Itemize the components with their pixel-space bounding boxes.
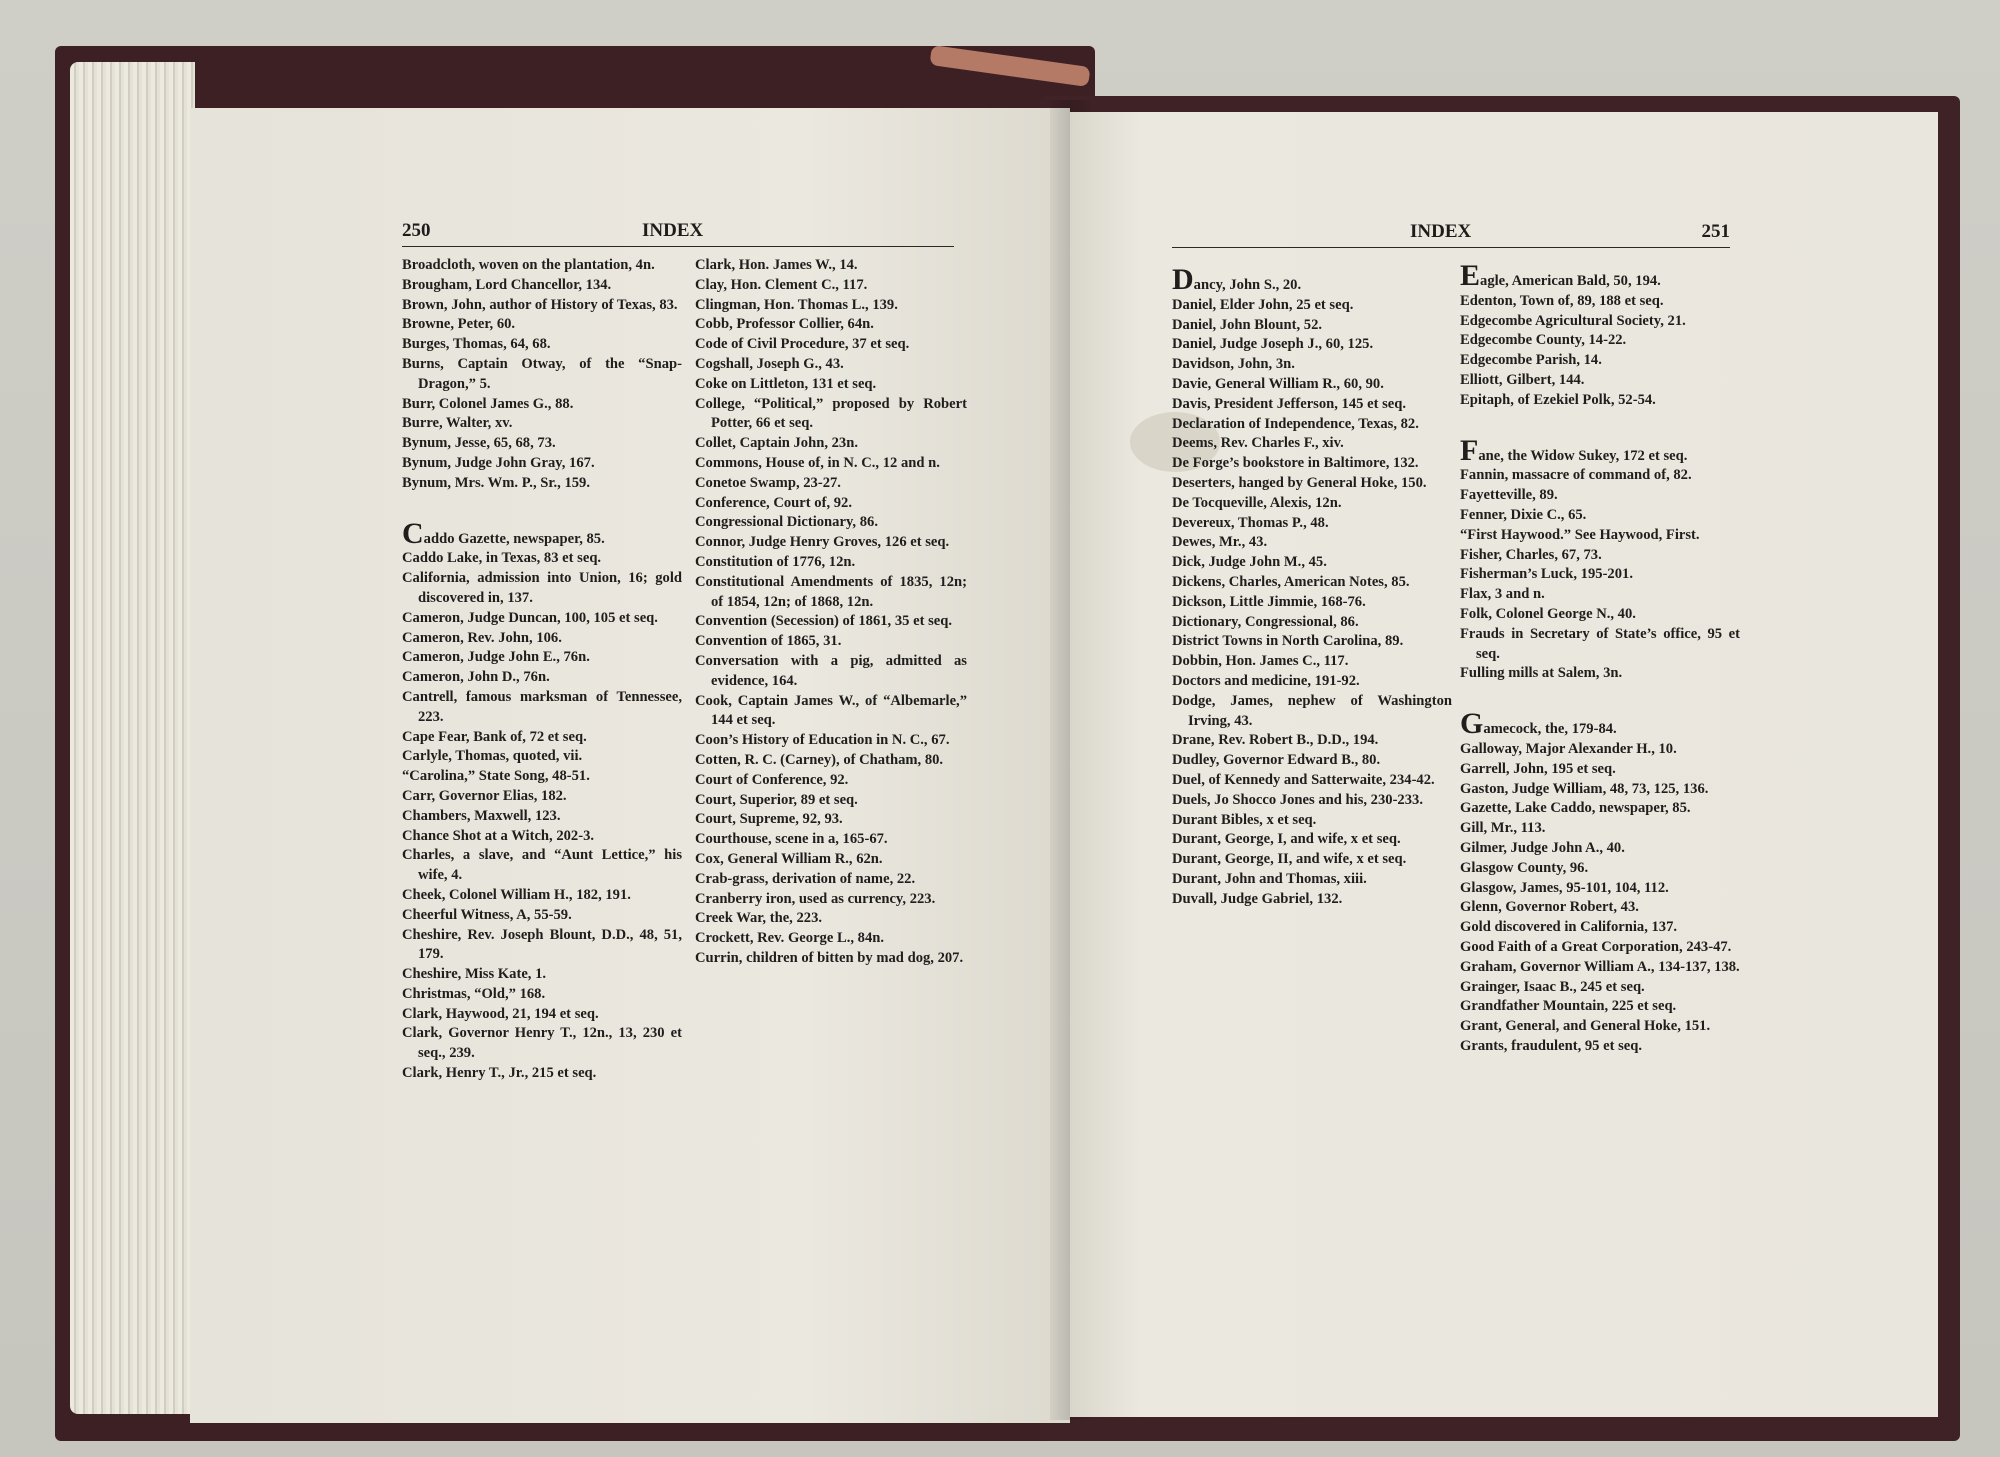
index-entry-text: Congressional Dictionary, 86. bbox=[695, 514, 878, 531]
index-entry-text: Clark, Hon. James W., 14. bbox=[695, 257, 858, 273]
index-entry bbox=[402, 747, 682, 767]
index-entry bbox=[402, 609, 682, 629]
index-entry-text: College, “Political,” proposed by Robert Potter, 66 et seq. bbox=[695, 395, 967, 432]
left-index-column-2 bbox=[695, 256, 967, 969]
index-entry-text: Grandfather Mountain, 225 et seq. bbox=[1460, 998, 1677, 1015]
index-entry bbox=[695, 454, 967, 474]
index-entry bbox=[695, 751, 967, 771]
index-entry bbox=[402, 395, 682, 415]
index-entry bbox=[402, 688, 682, 728]
right-page bbox=[1070, 112, 1938, 1417]
index-entry-text: Conversation with a pig, admitted as evidence, 164. bbox=[695, 652, 967, 689]
index-entry-text: “First Haywood.” See Haywood, First. bbox=[1460, 526, 1700, 543]
index-entry-text: Cheek, Colonel William H., 182, 191. bbox=[402, 886, 631, 903]
index-entry-text: agle, American Bald, 50, 194. bbox=[1480, 273, 1661, 289]
index-entry bbox=[695, 731, 967, 751]
index-entry-text: Gaston, Judge William, 48, 73, 125, 136. bbox=[1460, 780, 1709, 797]
index-entry-text: Clark, Henry T., Jr., 215 et seq. bbox=[402, 1065, 597, 1082]
index-entry-text: Burr, Colonel James G., 88. bbox=[402, 395, 574, 412]
index-entry bbox=[1460, 740, 1740, 760]
index-entry-text: Declaration of Independence, Texas, 82. bbox=[1172, 415, 1419, 432]
index-entry bbox=[695, 929, 967, 949]
index-entry bbox=[1460, 565, 1740, 585]
index-entry bbox=[1172, 263, 1452, 296]
index-entry bbox=[402, 569, 682, 609]
index-entry bbox=[1172, 355, 1452, 375]
left-page-header bbox=[402, 216, 954, 247]
index-entry-text: Galloway, Major Alexander H., 10. bbox=[1460, 740, 1677, 757]
index-entry bbox=[1172, 692, 1452, 732]
index-entry-text: Folk, Colonel George N., 40. bbox=[1460, 605, 1636, 622]
index-entry-text: Cameron, John D., 76n. bbox=[402, 669, 550, 686]
index-section-initial: F bbox=[1460, 433, 1479, 467]
index-entry-text: Constitutional Amendments of 1835, 12n; of 1854, 12n; of 1868, 12n. bbox=[695, 573, 967, 610]
index-entry-text: Bynum, Judge John Gray, 167. bbox=[402, 454, 595, 471]
index-entry bbox=[1460, 859, 1740, 879]
index-entry bbox=[1460, 898, 1740, 918]
index-entry bbox=[402, 414, 682, 434]
index-entry bbox=[695, 375, 967, 395]
index-entry-text: Grant, General, and General Hoke, 151. bbox=[1460, 1018, 1711, 1035]
index-entry-text: Deems, Rev. Charles F., xiv. bbox=[1172, 435, 1344, 452]
index-entry-text: District Towns in North Carolina, 89. bbox=[1172, 633, 1404, 650]
index-entry bbox=[695, 434, 967, 454]
left-page-title: INDEX bbox=[642, 220, 704, 241]
index-entry-text: Duvall, Judge Gabriel, 132. bbox=[1172, 890, 1343, 907]
index-entry-text: Broadcloth, woven on the plantation, 4n. bbox=[402, 257, 655, 273]
index-entry bbox=[1172, 533, 1452, 553]
index-entry bbox=[402, 787, 682, 807]
index-entry-text: Brown, John, author of History of Texas, 83. bbox=[402, 296, 678, 313]
index-entry-text: Gill, Mr., 113. bbox=[1460, 820, 1546, 837]
index-entry-text: Davie, General William R., 60, 90. bbox=[1172, 375, 1384, 392]
index-entry-text: Court of Conference, 92. bbox=[695, 771, 849, 788]
index-entry bbox=[695, 474, 967, 494]
index-entry bbox=[1172, 613, 1452, 633]
index-entry-text: Dobbin, Hon. James C., 117. bbox=[1172, 653, 1349, 670]
index-entry bbox=[1172, 335, 1452, 355]
index-entry bbox=[695, 573, 967, 613]
index-entry-text: Grants, fraudulent, 95 et seq. bbox=[1460, 1037, 1643, 1054]
index-entry bbox=[1172, 870, 1452, 890]
index-entry-text: Carr, Governor Elias, 182. bbox=[402, 787, 567, 804]
index-section-initial: C bbox=[402, 516, 424, 550]
index-entry-text: Coke on Littleton, 131 et seq. bbox=[695, 375, 877, 392]
index-entry bbox=[695, 276, 967, 296]
index-entry-text: Edgecombe Parish, 14. bbox=[1460, 352, 1602, 369]
index-entry-text: Daniel, Judge Joseph J., 60, 125. bbox=[1172, 336, 1374, 353]
index-entry-text: Durant, John and Thomas, xiii. bbox=[1172, 870, 1367, 887]
index-entry bbox=[1172, 791, 1452, 811]
index-entry-text: Caddo Lake, in Texas, 83 et seq. bbox=[402, 550, 602, 567]
index-entry-text: Elliott, Gilbert, 144. bbox=[1460, 371, 1585, 388]
index-entry bbox=[1460, 625, 1740, 665]
index-entry-text: Durant Bibles, x et seq. bbox=[1172, 811, 1317, 828]
page-edges bbox=[70, 62, 195, 1414]
index-entry-text: Cantrell, famous marksman of Tennessee, 223. bbox=[402, 688, 682, 725]
index-entry bbox=[695, 909, 967, 929]
index-entry bbox=[402, 1005, 682, 1025]
index-entry-text: Cotten, R. C. (Carney), of Chatham, 80. bbox=[695, 751, 944, 768]
index-entry bbox=[1460, 391, 1740, 411]
index-entry bbox=[1172, 771, 1452, 791]
index-entry bbox=[695, 256, 967, 276]
index-entry-text: Commons, House of, in N. C., 12 and n. bbox=[695, 454, 940, 471]
index-entry bbox=[1460, 780, 1740, 800]
index-entry bbox=[1460, 292, 1740, 312]
index-entry-text: Burre, Walter, xv. bbox=[402, 415, 513, 432]
index-entry bbox=[402, 926, 682, 966]
index-entry bbox=[1460, 760, 1740, 780]
index-entry-text: Crockett, Rev. George L., 84n. bbox=[695, 930, 885, 947]
index-entry-text: Court, Superior, 89 et seq. bbox=[695, 791, 858, 808]
index-entry-text: Daniel, John Blount, 52. bbox=[1172, 316, 1323, 333]
index-entry-text: Conference, Court of, 92. bbox=[695, 494, 852, 511]
index-entry bbox=[402, 434, 682, 454]
index-entry bbox=[402, 454, 682, 474]
index-entry-text: Davis, President Jefferson, 145 et seq. bbox=[1172, 395, 1407, 412]
index-entry bbox=[1460, 312, 1740, 332]
index-entry bbox=[1172, 632, 1452, 652]
index-entry bbox=[695, 692, 967, 732]
index-entry bbox=[1172, 751, 1452, 771]
index-entry-text: Clingman, Hon. Thomas L., 139. bbox=[695, 296, 898, 313]
index-entry bbox=[695, 791, 967, 811]
index-entry bbox=[695, 810, 967, 830]
index-entry bbox=[695, 494, 967, 514]
index-entry bbox=[402, 256, 682, 276]
index-entry bbox=[1460, 664, 1740, 684]
index-entry bbox=[402, 355, 682, 395]
index-section-initial: D bbox=[1172, 263, 1194, 296]
index-entry-text: Collet, Captain John, 23n. bbox=[695, 435, 858, 452]
index-entry-text: California, admission into Union, 16; gold discovered in, 137. bbox=[402, 570, 682, 606]
index-entry bbox=[1460, 958, 1740, 978]
index-entry bbox=[1172, 494, 1452, 514]
index-entry-text: Chambers, Maxwell, 123. bbox=[402, 807, 561, 824]
index-entry bbox=[1172, 415, 1452, 435]
index-entry bbox=[402, 276, 682, 296]
index-entry bbox=[1172, 434, 1452, 454]
index-entry-text: Durant, George, II, and wife, x et seq. bbox=[1172, 851, 1407, 868]
index-entry-text: Daniel, Elder John, 25 et seq. bbox=[1172, 296, 1354, 313]
index-entry bbox=[695, 771, 967, 791]
index-entry-text: Dickson, Little Jimmie, 168-76. bbox=[1172, 593, 1366, 610]
index-entry-text: De Forge’s bookstore in Baltimore, 132. bbox=[1172, 455, 1419, 472]
index-entry-text: Brougham, Lord Chancellor, 134. bbox=[402, 276, 612, 293]
index-entry bbox=[402, 668, 682, 688]
index-entry bbox=[402, 985, 682, 1005]
index-entry bbox=[1172, 850, 1452, 870]
index-entry-text: Glasgow, James, 95-101, 104, 112. bbox=[1460, 879, 1669, 896]
index-entry-text: Chance Shot at a Witch, 202-3. bbox=[402, 827, 595, 844]
index-entry bbox=[402, 335, 682, 355]
index-entry-text: Connor, Judge Henry Groves, 126 et seq. bbox=[695, 534, 950, 551]
index-entry-text: Duel, of Kennedy and Satterwaite, 234-42. bbox=[1172, 771, 1435, 788]
index-entry-text: Carlyle, Thomas, quoted, vii. bbox=[402, 748, 583, 765]
index-entry bbox=[1172, 652, 1452, 672]
index-entry-text: De Tocqueville, Alexis, 12n. bbox=[1172, 494, 1342, 511]
index-entry-text: Clark, Haywood, 21, 194 et seq. bbox=[402, 1005, 599, 1022]
index-entry bbox=[402, 906, 682, 926]
index-entry-text: Edenton, Town of, 89, 188 et seq. bbox=[1460, 292, 1664, 309]
index-entry bbox=[695, 850, 967, 870]
index-entry-text: Glasgow County, 96. bbox=[1460, 859, 1589, 876]
index-entry-text: Fisher, Charles, 67, 73. bbox=[1460, 546, 1602, 563]
index-entry-text: Cameron, Judge John E., 76n. bbox=[402, 649, 590, 666]
index-entry bbox=[1172, 375, 1452, 395]
index-entry bbox=[402, 767, 682, 787]
index-entry-text: Burns, Captain Otway, of the “Snap-Dragon,” 5. bbox=[402, 355, 682, 392]
index-entry bbox=[402, 807, 682, 827]
left-page bbox=[190, 108, 1070, 1423]
index-entry-text: Dodge, James, nephew of Washington Irving, 43. bbox=[1172, 692, 1452, 729]
index-entry bbox=[1460, 526, 1740, 546]
index-entry-text: Clark, Governor Henry T., 12n., 13, 230 et seq., 239. bbox=[402, 1025, 682, 1062]
index-entry bbox=[1172, 811, 1452, 831]
index-entry-text: Creek War, the, 223. bbox=[695, 910, 823, 927]
index-entry bbox=[1460, 1017, 1740, 1037]
right-page-number: 251 bbox=[1701, 221, 1730, 242]
index-entry bbox=[1172, 395, 1452, 415]
index-entry-text: Dewes, Mr., 43. bbox=[1172, 534, 1268, 551]
index-entry bbox=[1460, 938, 1740, 958]
index-entry-text: Coon’s History of Education in N. C., 67. bbox=[695, 732, 950, 749]
index-entry bbox=[695, 890, 967, 910]
index-entry bbox=[1460, 371, 1740, 391]
index-entry-text: Cape Fear, Bank of, 72 et seq. bbox=[402, 728, 587, 745]
left-index-column-1 bbox=[402, 256, 682, 1084]
left-page-number: 250 bbox=[402, 220, 431, 241]
index-entry-text: ancy, John S., 20. bbox=[1193, 277, 1302, 293]
index-entry-text: amecock, the, 179-84. bbox=[1483, 721, 1617, 738]
index-entry bbox=[402, 516, 682, 550]
index-entry bbox=[695, 296, 967, 316]
index-entry-text: Cheshire, Miss Kate, 1. bbox=[402, 966, 547, 983]
index-entry bbox=[695, 335, 967, 355]
index-entry-text: Convention (Secession) of 1861, 35 et seq. bbox=[695, 613, 953, 630]
right-index-column-1 bbox=[1172, 263, 1452, 910]
index-entry bbox=[402, 296, 682, 316]
index-entry bbox=[1460, 486, 1740, 506]
index-entry bbox=[1172, 316, 1452, 336]
index-entry bbox=[402, 1024, 682, 1064]
index-entry bbox=[1172, 593, 1452, 613]
index-entry-text: Charles, a slave, and “Aunt Lettice,” his wife, 4. bbox=[402, 847, 682, 884]
index-entry-text: ane, the Widow Sukey, 172 et seq. bbox=[1478, 447, 1688, 464]
index-entry bbox=[1172, 890, 1452, 910]
index-entry-text: Courthouse, scene in a, 165-67. bbox=[695, 831, 888, 848]
index-entry bbox=[1460, 585, 1740, 605]
index-entry-text: Durant, George, I, and wife, x et seq. bbox=[1172, 831, 1401, 848]
index-entry-text: Fisherman’s Luck, 195-201. bbox=[1460, 566, 1633, 583]
index-entry-text: Garrell, John, 195 et seq. bbox=[1460, 760, 1616, 777]
index-entry bbox=[1460, 433, 1740, 467]
index-entry bbox=[1172, 553, 1452, 573]
index-entry-text: Glenn, Governor Robert, 43. bbox=[1460, 899, 1639, 916]
index-entry-text: Fulling mills at Salem, 3n. bbox=[1460, 665, 1623, 682]
index-entry-text: Gilmer, Judge John A., 40. bbox=[1460, 839, 1625, 856]
index-entry bbox=[402, 728, 682, 748]
index-entry bbox=[402, 315, 682, 335]
index-entry bbox=[1460, 466, 1740, 486]
index-entry bbox=[1172, 296, 1452, 316]
right-index-column-2 bbox=[1460, 259, 1740, 1057]
index-entry bbox=[695, 533, 967, 553]
index-entry-text: Cogshall, Joseph G., 43. bbox=[695, 355, 844, 372]
index-entry bbox=[402, 965, 682, 985]
index-entry bbox=[1460, 839, 1740, 859]
index-entry bbox=[1460, 259, 1740, 292]
index-entry-text: Court, Supreme, 92, 93. bbox=[695, 811, 843, 828]
index-entry bbox=[1460, 707, 1740, 741]
index-entry bbox=[402, 474, 682, 494]
index-entry bbox=[1172, 454, 1452, 474]
index-entry bbox=[1460, 997, 1740, 1017]
index-entry bbox=[402, 629, 682, 649]
index-entry-text: Crab-grass, derivation of name, 22. bbox=[695, 870, 916, 887]
index-entry bbox=[1172, 573, 1452, 593]
index-entry-text: Edgecombe Agricultural Society, 21. bbox=[1460, 312, 1686, 329]
index-entry-text: Epitaph, of Ezekiel Polk, 52-54. bbox=[1460, 391, 1656, 408]
index-entry-text: Cheshire, Rev. Joseph Blount, D.D., 48, 51, 179. bbox=[402, 926, 682, 963]
index-entry-text: Graham, Governor William A., 134-137, 138. bbox=[1460, 958, 1740, 975]
index-entry bbox=[1460, 351, 1740, 371]
index-entry-text: Dickens, Charles, American Notes, 85. bbox=[1172, 573, 1410, 590]
index-entry-text: Dudley, Governor Edward B., 80. bbox=[1172, 752, 1381, 769]
index-entry-text: addo Gazette, newspaper, 85. bbox=[423, 530, 605, 547]
index-entry-text: Bynum, Mrs. Wm. P., Sr., 159. bbox=[402, 474, 590, 491]
index-entry-text: Fayetteville, 89. bbox=[1460, 487, 1558, 504]
index-entry-text: Doctors and medicine, 191-92. bbox=[1172, 672, 1360, 689]
index-entry bbox=[1460, 879, 1740, 899]
index-entry bbox=[1172, 830, 1452, 850]
index-entry bbox=[695, 553, 967, 573]
index-entry bbox=[1460, 331, 1740, 351]
index-entry-text: Gold discovered in California, 137. bbox=[1460, 919, 1678, 936]
index-entry-text: Code of Civil Procedure, 37 et seq. bbox=[695, 336, 910, 353]
index-entry bbox=[695, 870, 967, 890]
index-entry-text: Fenner, Dixie C., 65. bbox=[1460, 506, 1587, 523]
right-page-title: INDEX bbox=[1410, 221, 1472, 242]
index-entry-text: Flax, 3 and n. bbox=[1460, 586, 1545, 603]
index-entry bbox=[695, 315, 967, 335]
index-entry bbox=[1172, 731, 1452, 751]
index-entry-text: Dick, Judge John M., 45. bbox=[1172, 554, 1327, 571]
index-entry-text: Constitution of 1776, 12n. bbox=[695, 553, 856, 570]
index-entry-text: Deserters, hanged by General Hoke, 150. bbox=[1172, 474, 1427, 491]
index-entry-text: Devereux, Thomas P., 48. bbox=[1172, 514, 1329, 531]
index-entry bbox=[695, 830, 967, 850]
index-entry bbox=[1460, 799, 1740, 819]
index-entry-text: Gazette, Lake Caddo, newspaper, 85. bbox=[1460, 800, 1691, 817]
index-entry bbox=[402, 827, 682, 847]
right-page-header bbox=[1172, 217, 1730, 248]
index-entry bbox=[402, 846, 682, 886]
index-entry bbox=[1172, 672, 1452, 692]
index-entry bbox=[695, 632, 967, 652]
index-entry-text: Christmas, “Old,” 168. bbox=[402, 985, 546, 1002]
index-entry-text: Conetoe Swamp, 23-27. bbox=[695, 474, 841, 491]
index-entry-text: Convention of 1865, 31. bbox=[695, 633, 842, 650]
index-entry-text: Frauds in Secretary of State’s office, 95 et seq. bbox=[1460, 625, 1740, 662]
index-entry bbox=[695, 355, 967, 375]
index-entry-text: Duels, Jo Shocco Jones and his, 230-233. bbox=[1172, 791, 1423, 808]
index-entry-text: Fannin, massacre of command of, 82. bbox=[1460, 467, 1692, 484]
index-entry-text: Cranberry iron, used as currency, 223. bbox=[695, 890, 936, 907]
index-entry bbox=[1460, 546, 1740, 566]
index-entry bbox=[1460, 819, 1740, 839]
index-entry-text: Edgecombe County, 14-22. bbox=[1460, 332, 1627, 349]
index-entry bbox=[695, 513, 967, 533]
index-entry-text: Cameron, Rev. John, 106. bbox=[402, 629, 562, 646]
index-entry-text: Davidson, John, 3n. bbox=[1172, 356, 1295, 373]
index-entry-text: Cobb, Professor Collier, 64n. bbox=[695, 316, 874, 333]
index-entry-text: Good Faith of a Great Corporation, 243-47. bbox=[1460, 938, 1732, 955]
index-entry bbox=[1172, 514, 1452, 534]
index-entry bbox=[1460, 506, 1740, 526]
index-entry bbox=[402, 648, 682, 668]
index-entry bbox=[695, 949, 967, 969]
index-entry bbox=[1460, 1037, 1740, 1057]
index-entry-text: Burges, Thomas, 64, 68. bbox=[402, 336, 551, 353]
index-entry bbox=[1172, 474, 1452, 494]
index-entry-text: Dictionary, Congressional, 86. bbox=[1172, 613, 1359, 630]
index-entry-text: Clay, Hon. Clement C., 117. bbox=[695, 276, 868, 293]
index-entry-text: Cook, Captain James W., of “Albemarle,” 144 et seq. bbox=[695, 692, 967, 729]
index-entry-text: Browne, Peter, 60. bbox=[402, 316, 516, 333]
index-entry-text: Cameron, Judge Duncan, 100, 105 et seq. bbox=[402, 609, 658, 626]
index-entry bbox=[402, 1064, 682, 1084]
index-entry bbox=[1460, 605, 1740, 625]
index-entry-text: Cheerful Witness, A, 55-59. bbox=[402, 906, 572, 923]
index-entry bbox=[402, 549, 682, 569]
index-entry bbox=[402, 886, 682, 906]
index-entry-text: Currin, children of bitten by mad dog, 207. bbox=[695, 949, 964, 966]
index-section-initial: E bbox=[1460, 259, 1481, 292]
index-entry-text: “Carolina,” State Song, 48-51. bbox=[402, 768, 590, 785]
index-entry bbox=[1460, 978, 1740, 998]
index-entry-text: Drane, Rev. Robert B., D.D., 194. bbox=[1172, 732, 1379, 749]
index-entry bbox=[695, 395, 967, 435]
index-entry bbox=[695, 612, 967, 632]
index-entry bbox=[1460, 918, 1740, 938]
index-entry-text: Grainger, Isaac B., 245 et seq. bbox=[1460, 978, 1645, 995]
index-section-initial: G bbox=[1460, 707, 1484, 741]
index-entry-text: Bynum, Jesse, 65, 68, 73. bbox=[402, 435, 556, 452]
index-entry bbox=[695, 652, 967, 692]
index-entry-text: Cox, General William R., 62n. bbox=[695, 850, 883, 867]
